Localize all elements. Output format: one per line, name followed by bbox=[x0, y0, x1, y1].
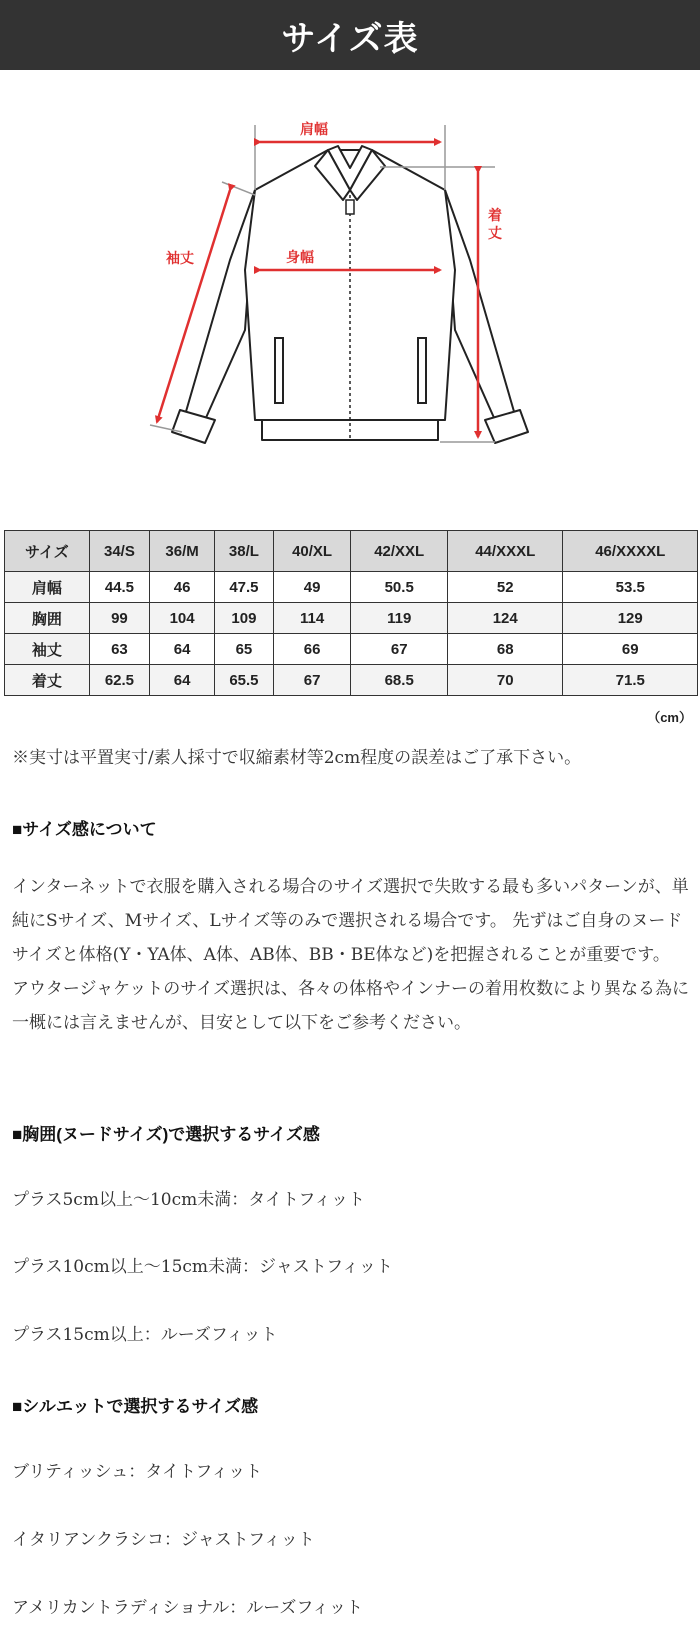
table-header-cell: 42/XXL bbox=[351, 531, 448, 572]
jacket-measurement-svg bbox=[0, 70, 700, 490]
sleeve-label: 袖丈 bbox=[166, 251, 194, 267]
page-header bbox=[0, 0, 700, 70]
chest-heading: ■胸囲(ヌードサイズ)で選択するサイズ感 bbox=[12, 1125, 320, 1144]
left-pocket bbox=[275, 338, 283, 403]
chest-item: プラス15cm以上：ルーズフィット bbox=[12, 1325, 278, 1345]
table-header-cell: 34/S bbox=[89, 531, 149, 572]
table-cell: 99 bbox=[89, 603, 149, 634]
table-cell: 67 bbox=[351, 634, 448, 665]
chest-item: プラス5cm以上〜10cm未満：タイトフィット bbox=[12, 1190, 366, 1210]
table-cell: 62.5 bbox=[89, 665, 149, 696]
table-row bbox=[5, 665, 698, 696]
table-cell: 68 bbox=[447, 634, 563, 665]
table-cell: 66 bbox=[273, 634, 351, 665]
table-header-cell: 38/L bbox=[215, 531, 274, 572]
table-cell: 46 bbox=[150, 572, 215, 603]
unit-label: （cm） bbox=[647, 710, 692, 725]
table-cell: 44.5 bbox=[89, 572, 149, 603]
chest-item: プラス10cm以上〜15cm未満：ジャストフィット bbox=[12, 1257, 393, 1277]
table-cell: 70 bbox=[447, 665, 563, 696]
table-cell: 49 bbox=[273, 572, 351, 603]
table-cell: 52 bbox=[447, 572, 563, 603]
table-cell: 53.5 bbox=[563, 572, 698, 603]
silhouette-item: アメリカントラディショナル：ルーズフィット bbox=[12, 1598, 364, 1618]
table-cell: 65.5 bbox=[215, 665, 274, 696]
table-cell: 69 bbox=[563, 634, 698, 665]
silhouette-item: ブリティッシュ：タイトフィット bbox=[12, 1462, 263, 1482]
table-cell: 124 bbox=[447, 603, 563, 634]
zipper-pull bbox=[346, 200, 354, 214]
silhouette-heading: ■シルエットで選択するサイズ感 bbox=[12, 1397, 259, 1416]
table-cell: 63 bbox=[89, 634, 149, 665]
table-header-cell: サイズ bbox=[5, 531, 90, 572]
table-row bbox=[5, 603, 698, 634]
body-width-label: 身幅 bbox=[286, 250, 314, 266]
shoulder-label: 肩幅 bbox=[300, 122, 328, 138]
size-table bbox=[4, 530, 698, 696]
table-row-label: 胸囲 bbox=[5, 603, 90, 634]
length-label bbox=[488, 207, 502, 242]
table-cell: 64 bbox=[150, 634, 215, 665]
table-cell: 47.5 bbox=[215, 572, 274, 603]
table-cell: 129 bbox=[563, 603, 698, 634]
table-cell: 114 bbox=[273, 603, 351, 634]
table-header-cell: 44/XXXL bbox=[447, 531, 563, 572]
table-cell: 68.5 bbox=[351, 665, 448, 696]
size-feel-body: インターネットで衣服を購入される場合のサイズ選択で失敗する最も多いパターンが、単純にSサイズ、Mサイズ、Lサイズ等のみで選択される場合です。 先ずはご自身のヌードサイズと体格(Y・YA体、A体、AB体、BB・BE体など)を把握されることが重要です。 アウタージャケットのサイズ選択は、各々の体格やインナーの着用枚数により異なる為に一概には言えませんが、目安として以下をご参考ください。 bbox=[12, 877, 689, 1033]
table-row bbox=[5, 572, 698, 603]
disclaimer-text: ※実寸は平置実寸/素人採寸で収縮素材等2cm程度の誤差はご了承下さい。 bbox=[12, 748, 582, 768]
size-feel-heading: ■サイズ感について bbox=[12, 820, 157, 839]
jacket-diagram bbox=[0, 70, 700, 490]
table-cell: 109 bbox=[215, 603, 274, 634]
svg-text:着: 着 bbox=[488, 208, 502, 224]
table-cell: 119 bbox=[351, 603, 448, 634]
silhouette-item: イタリアンクラシコ：ジャストフィット bbox=[12, 1530, 315, 1550]
table-header-cell: 40/XL bbox=[273, 531, 351, 572]
svg-text:丈: 丈 bbox=[488, 226, 502, 242]
table-header-cell: 36/M bbox=[150, 531, 215, 572]
table-cell: 50.5 bbox=[351, 572, 448, 603]
right-pocket bbox=[418, 338, 426, 403]
table-cell: 64 bbox=[150, 665, 215, 696]
table-cell: 71.5 bbox=[563, 665, 698, 696]
page-title: サイズ表 bbox=[281, 18, 419, 59]
table-cell: 67 bbox=[273, 665, 351, 696]
table-header-row bbox=[5, 531, 698, 572]
jacket-outline bbox=[172, 146, 528, 443]
table-row-label: 袖丈 bbox=[5, 634, 90, 665]
table-row-label: 着丈 bbox=[5, 665, 90, 696]
table-cell: 104 bbox=[150, 603, 215, 634]
table-row-label: 肩幅 bbox=[5, 572, 90, 603]
table-header-cell: 46/XXXXL bbox=[563, 531, 698, 572]
table-row bbox=[5, 634, 698, 665]
table-cell: 65 bbox=[215, 634, 274, 665]
